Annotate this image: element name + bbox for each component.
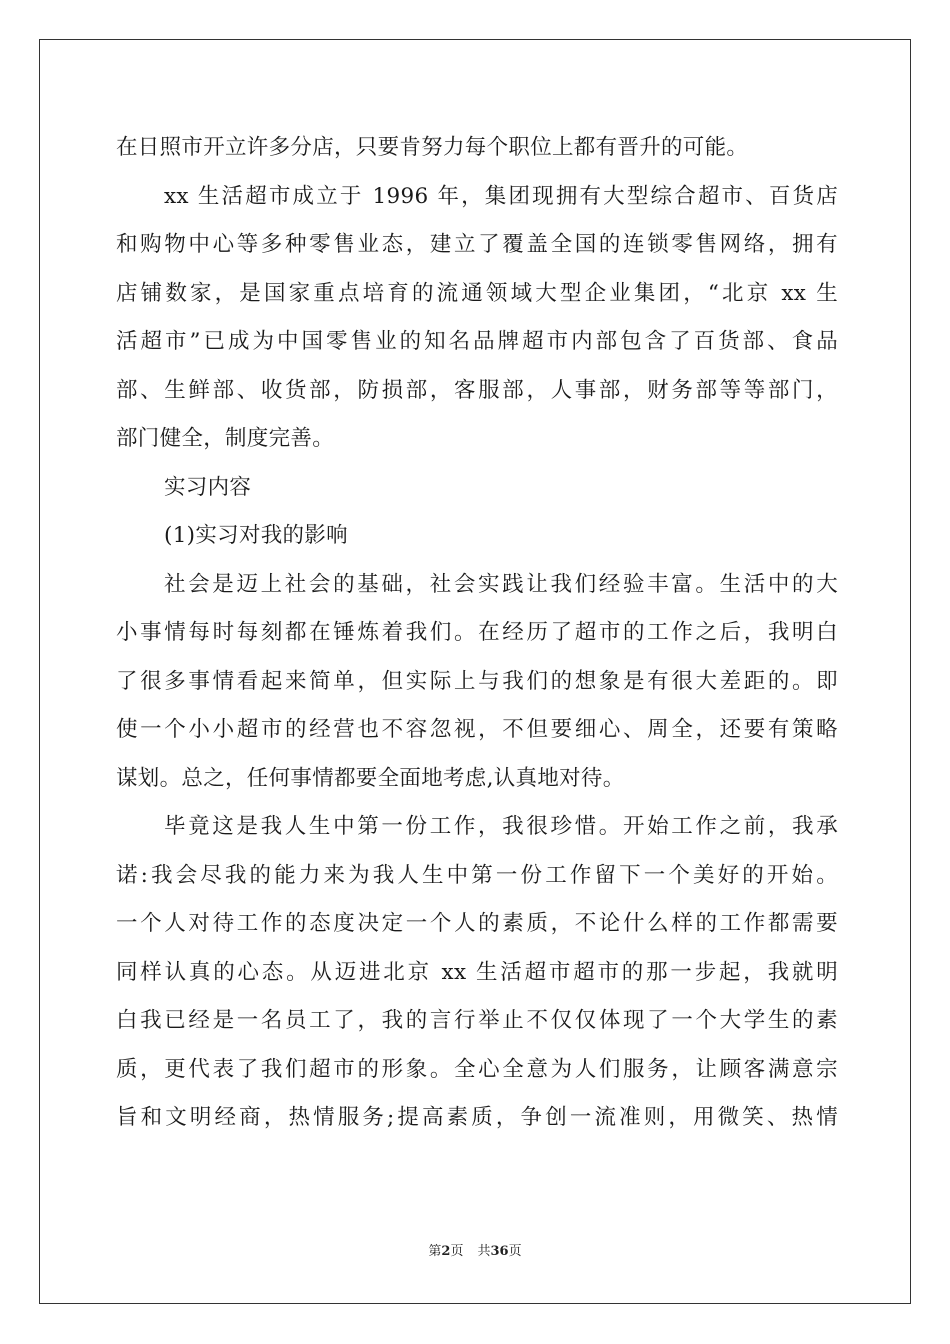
text-line: 部、生鲜部、收货部，防损部，客服部，人事部，财务部等等部门， xyxy=(116,377,838,403)
text-line: 社会是迈上社会的基础，社会实践让我们经验丰富。生活中的大 xyxy=(164,571,838,597)
text-line: 活超市”已成为中国零售业的知名品牌超市内部包含了百货部、食品 xyxy=(116,329,838,354)
text-line: 质，更代表了我们超市的形象。全心全意为人们服务，让顾客满意宗 xyxy=(116,1056,838,1082)
text-line: 使一个小小超市的经营也不容忽视，不但要细心、周全，还要有策略 xyxy=(116,717,838,742)
section-heading: 实习内容 xyxy=(164,474,252,500)
text-line: 在日照市开立许多分店，只要肯努力每个职位上都有晋升的可能。 xyxy=(116,135,749,160)
total-prefix: 共 xyxy=(477,1244,491,1259)
text-line: 店铺数家，是国家重点培育的流通领域大型企业集团，“北京 xx 生 xyxy=(116,280,838,306)
document-body xyxy=(116,124,838,1143)
text-line: 和购物中心等多种零售业态，建立了覆盖全国的连锁零售网络，拥有 xyxy=(116,232,838,257)
text-line: 部门健全，制度完善。 xyxy=(116,426,335,451)
page-number: 2 xyxy=(441,1244,451,1259)
text-line: 谋划。总之，任何事情都要全面地考虑,认真地对待。 xyxy=(116,765,625,791)
text-line: 一个人对待工作的态度决定一个人的素质，不论什么样的工作都需要 xyxy=(116,911,838,936)
text-line: 了很多事情看起来简单，但实际上与我们的想象是有很大差距的。即 xyxy=(116,668,838,694)
text-line: 小事情每时每刻都在锤炼着我们。在经历了超市的工作之后，我明白 xyxy=(116,620,838,645)
subsection-heading: (1)实习对我的影响 xyxy=(164,523,348,548)
page-footer xyxy=(0,1243,950,1261)
text-line: 旨和文明经商，热情服务;提高素质，争创一流准则，用微笑、热情 xyxy=(116,1105,838,1130)
text-line: 毕竟这是我人生中第一份工作，我很珍惜。开始工作之前，我承 xyxy=(164,814,838,839)
page-suffix: 页 xyxy=(450,1244,464,1259)
total-suffix: 页 xyxy=(508,1244,522,1259)
page-prefix: 第 xyxy=(428,1244,442,1259)
text-line: 同样认真的心态。从迈进北京 xx 生活超市超市的那一步起，我就明 xyxy=(116,959,838,985)
text-line: 白我已经是一名员工了，我的言行举止不仅仅体现了一个大学生的素 xyxy=(116,1008,838,1033)
text-line: 诺:我会尽我的能力来为我人生中第一份工作留下一个美好的开始。 xyxy=(116,862,838,888)
text-line: xx 生活超市成立于 1996 年，集团现拥有大型综合超市、百货店 xyxy=(164,183,838,209)
total-pages: 36 xyxy=(490,1244,509,1259)
